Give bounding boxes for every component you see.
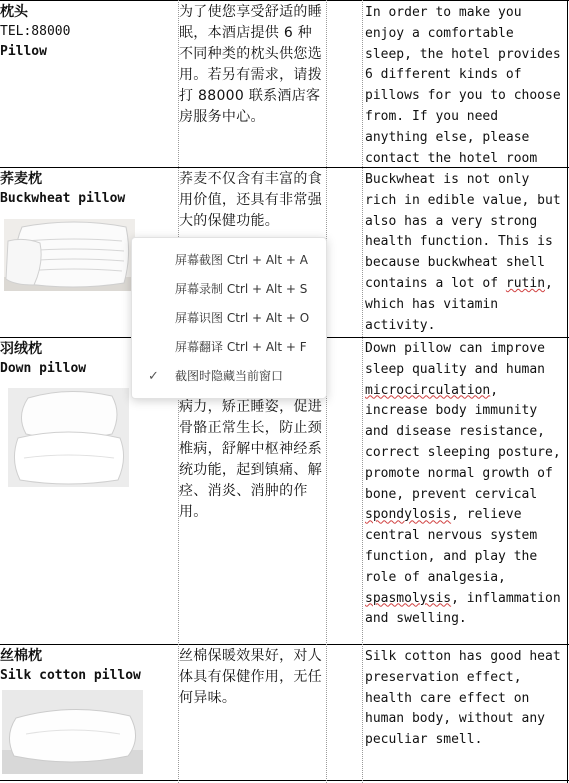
- telephone-number: TEL:88000: [0, 24, 71, 39]
- buckwheat-pillow-image: [4, 219, 135, 291]
- description-zh: 病力，矫正睡姿，促进骨骼正常生长，防止颈椎病，舒解中枢神经系统功能，起到镇痛、解痉、消炎、消肿的作用。: [179, 399, 322, 520]
- down-pillow-image: [8, 388, 129, 487]
- description-en: [365, 339, 566, 639]
- menu-item-label: 屏幕截图 Ctrl + Alt + A: [175, 253, 308, 267]
- screenshot-context-menu: [131, 237, 327, 399]
- menu-item-label: 屏幕录制 Ctrl + Alt + S: [175, 282, 308, 296]
- spellcheck-flagged-word: rutin: [505, 275, 546, 291]
- pillow-title-zh: 丝棉枕: [0, 648, 42, 664]
- menu-item-label: 屏幕翻译 Ctrl + Alt + F: [175, 340, 307, 354]
- pillow-title-zh: 羽绒枕: [0, 341, 42, 357]
- table-border-right: [567, 0, 568, 783]
- row-title-cell: [0, 646, 176, 690]
- row-title-cell: [0, 2, 176, 66]
- menu-item-hide-window[interactable]: [132, 362, 326, 391]
- menu-item-screen-ocr[interactable]: [132, 304, 326, 333]
- row-divider: [0, 644, 569, 645]
- text-run: , inflammation and swelling.: [365, 590, 561, 627]
- spellcheck-flagged-word: spondylosis: [365, 507, 452, 523]
- row-title-cell: [0, 169, 176, 213]
- table-border-bottom: [0, 780, 569, 781]
- pillow-title-en: Silk cotton pillow: [0, 668, 141, 683]
- pillow-title-en: Down pillow: [0, 361, 87, 376]
- pillow-title-en: Buckwheat pillow: [0, 191, 126, 206]
- text-run: , which has vitamin activity.: [365, 275, 553, 333]
- text-run: Down pillow can improve sleep quality and human: [365, 341, 546, 377]
- menu-item-screenshot[interactable]: [132, 246, 326, 275]
- description-en: In order to make you enjoy a comfortable sleep, the hotel provides 6 different kinds of pillows for you to choose from. If you need anything else, please contact the hotel room: [365, 5, 561, 166]
- column-gridline: [362, 0, 363, 783]
- pillow-title-en: Pillow: [0, 44, 47, 59]
- description-en: [365, 170, 566, 334]
- table-border-top: [0, 0, 569, 1]
- menu-item-label: 截图时隐藏当前窗口: [175, 369, 284, 383]
- spellcheck-flagged-word: microcirculation: [365, 382, 491, 398]
- menu-item-screen-record[interactable]: [132, 275, 326, 304]
- text-run: , relieve central nervous system function, and play the role of analgesia,: [365, 507, 538, 585]
- pillow-title-zh: 荞麦枕: [0, 171, 42, 187]
- description-en: Silk cotton has good heat preservation effect, health care effect on human body, without any peculiar smell.: [365, 649, 561, 748]
- pillow-title-zh: 枕头: [0, 4, 28, 20]
- row-divider: [0, 167, 569, 168]
- text-run: Buckwheat is not only rich in edible value, but also has a very strong health function. This is because buckwheat shell contains a lot of: [365, 172, 561, 291]
- text-run: , increase body immunity and disease resistance, correct sleeping posture, promote normal growth of bone, prevent cervical: [365, 382, 561, 502]
- silk-cotton-pillow-image: [2, 690, 143, 774]
- check-icon: ✓: [148, 369, 159, 384]
- menu-item-label: 屏幕识图 Ctrl + Alt + O: [175, 311, 310, 325]
- description-zh: 荞麦不仅含有丰富的食用价值，还具有非常强大的保健功能。: [179, 171, 322, 229]
- menu-item-screen-translate[interactable]: [132, 333, 326, 362]
- description-zh: 丝棉保暖效果好，对人体具有保健作用，无任何异味。: [179, 648, 322, 706]
- description-zh: 为了使您享受舒适的睡眠，本酒店提供 6 种不同种类的枕头供您选用。若另有需求，请拨打 88000 联系酒店客房服务中心。: [179, 4, 322, 125]
- spellcheck-flagged-word: spasmolysis: [365, 590, 452, 606]
